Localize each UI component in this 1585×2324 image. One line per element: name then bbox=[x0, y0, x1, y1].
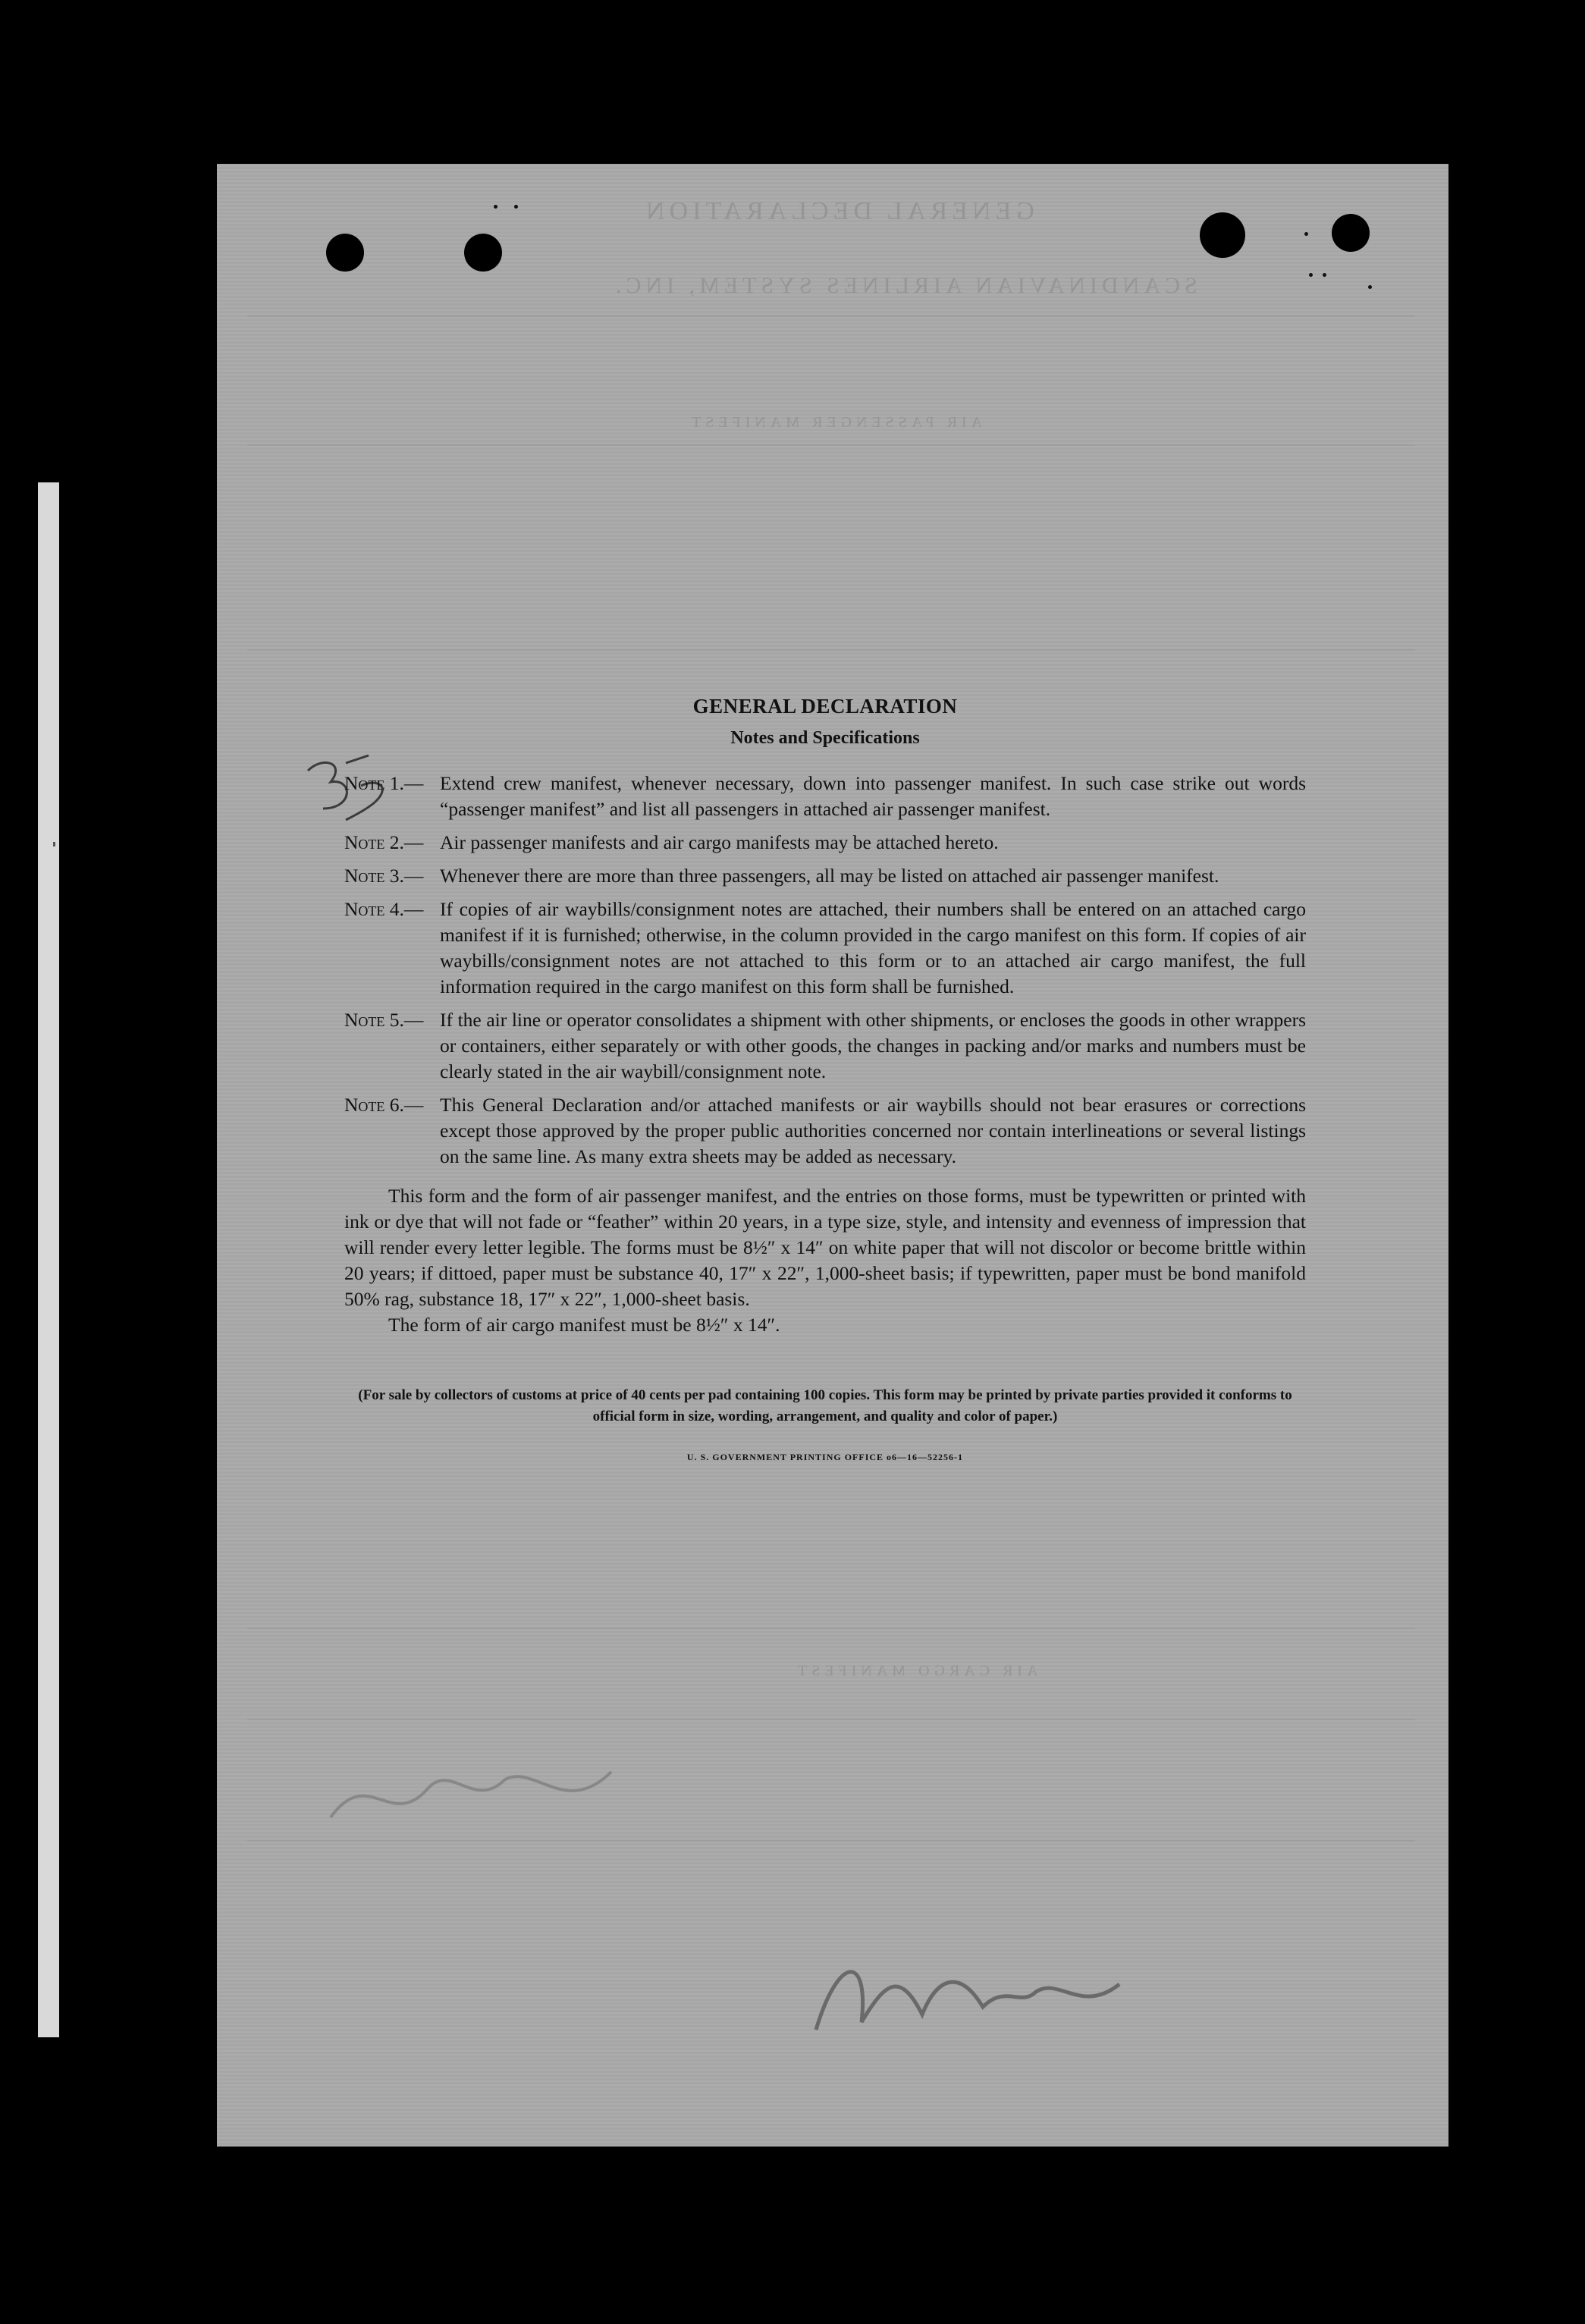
note-item bbox=[344, 771, 1306, 822]
note-text: Extend crew manifest, whenever necessary, down into passenger manifest. In such case strike out words “passenger manifest” and list all passengers in attached air passenger manifest. bbox=[440, 772, 1306, 820]
ink-speck bbox=[1309, 273, 1313, 277]
bleed-through-rule bbox=[247, 649, 1415, 651]
note-label: Note 3.— bbox=[344, 865, 424, 887]
bleed-through-rule bbox=[247, 316, 1415, 317]
form-specification-paragraph: This form and the form of air passenger manifest, and the entries on those forms, must be typewritten or printed with ink or dye that will not fade or “feather” within 20 years, in a type size, style, and intensity and evenness of impression that will render every letter legible. The forms must be 8½″ x 14″ on white paper that will not discolor or become brittle within 20 years; if dittoed, paper must be substance 40, 17″ x 22″, 1,000-sheet basis; if typewritten, paper must be bond manifold 50% rag, substance 18, 17″ x 22″, 1,000-sheet basis. bbox=[344, 1185, 1306, 1310]
document-title: GENERAL DECLARATION bbox=[692, 695, 958, 718]
note-item bbox=[344, 1007, 1306, 1085]
film-edge-mark bbox=[53, 842, 55, 846]
bleed-through-rule bbox=[247, 444, 1415, 446]
note-label: Note 6.— bbox=[344, 1094, 424, 1116]
film-edge-strip bbox=[38, 482, 59, 2037]
bleed-through-header: GENERAL DECLARATION bbox=[642, 197, 1034, 225]
bleed-through-cargo-heading: AIR CARGO MANIFEST bbox=[793, 1663, 1038, 1679]
ink-speck bbox=[1368, 285, 1372, 289]
note-label: Note 1.— bbox=[344, 772, 424, 794]
bleed-through-rule bbox=[247, 1628, 1415, 1629]
note-text: If the air line or operator consolidates a shipment with other shipments, or encloses the goods in other wrappers or containers, either separately or with other goods, the changes in packing and/or marks and numbers must be clearly stated in the air waybill/consignment note. bbox=[440, 1009, 1306, 1082]
note-item bbox=[344, 897, 1306, 1000]
document-subtitle: Notes and Specifications bbox=[730, 728, 920, 748]
ink-speck bbox=[494, 205, 497, 209]
punch-hole bbox=[326, 234, 364, 272]
bleed-through-scribble bbox=[323, 1749, 626, 1840]
punch-hole bbox=[1332, 214, 1370, 252]
note-item bbox=[344, 863, 1306, 889]
bleed-through-signature bbox=[808, 1939, 1135, 2052]
ink-speck bbox=[1304, 232, 1308, 236]
note-text: Air passenger manifests and air cargo manifests may be attached hereto. bbox=[440, 831, 999, 853]
cargo-manifest-size-line: The form of air cargo manifest must be 8½″ x 14″. bbox=[388, 1314, 780, 1336]
note-text: Whenever there are more than three passengers, all may be listed on attached air passenger manifest. bbox=[440, 865, 1219, 887]
punch-hole bbox=[1200, 212, 1245, 258]
sale-notice: (For sale by collectors of customs at price of 40 cents per pad containing 100 copies. This form may be printed by private parties provided it conforms to official form in size, wording, arrangement, and quality and color of paper.) bbox=[358, 1387, 1292, 1424]
declaration-notes bbox=[344, 693, 1306, 1470]
bleed-through-airline: SCANDINAVIAN AIRLINES SYSTEM, INC. bbox=[611, 273, 1197, 298]
note-label: Note 4.— bbox=[344, 898, 424, 920]
note-text: This General Declaration and/or attached manifests or air waybills should not bear erasures or corrections except those approved by the proper public authorities concerned nor contain interlineations or several listings on the same line. As many extra sheets may be added as necessary. bbox=[440, 1094, 1306, 1167]
note-item bbox=[344, 1092, 1306, 1170]
note-text: If copies of air waybills/consignment notes are attached, their numbers shall be entered on an attached cargo manifest if it is furnished; otherwise, in the column provided in the cargo manifest on this form. If copies of air waybills/consignment notes are not attached to this form or to an attached air cargo manifest, the full information required in the cargo manifest on this form shall be furnished. bbox=[440, 898, 1306, 997]
bleed-through-manifest-heading: AIR PASSENGER MANIFEST bbox=[687, 414, 983, 431]
bleed-through-rule bbox=[247, 1719, 1415, 1720]
punch-hole bbox=[464, 234, 502, 272]
ink-speck bbox=[514, 205, 518, 209]
ink-speck bbox=[1323, 273, 1326, 277]
note-label: Note 5.— bbox=[344, 1009, 424, 1031]
printing-office-line: U. S. GOVERNMENT PRINTING OFFICE o6—16—52256-1 bbox=[686, 1452, 964, 1462]
bleed-through-rule bbox=[247, 1840, 1415, 1842]
note-label: Note 2.— bbox=[344, 831, 424, 853]
note-item bbox=[344, 830, 1306, 856]
